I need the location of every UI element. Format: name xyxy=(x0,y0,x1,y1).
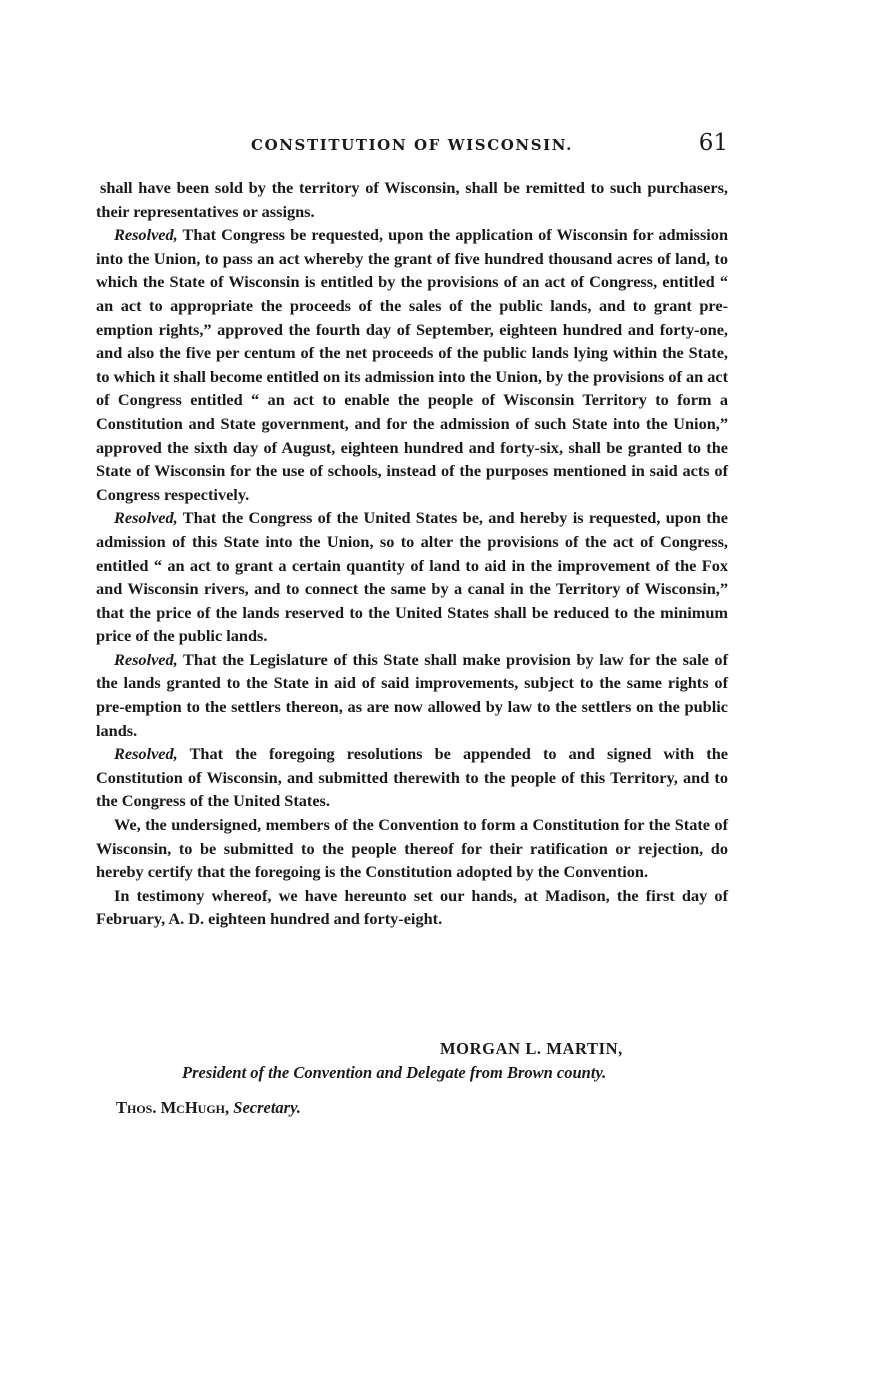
resolution-paragraph xyxy=(96,648,728,742)
paragraph-lead: Resolved, xyxy=(114,744,178,764)
secretary-line xyxy=(116,1098,301,1118)
signatory-title: President of the Convention and Delegate from Brown county. xyxy=(182,1063,607,1082)
paragraph-lead: Resolved, xyxy=(114,225,178,245)
paragraph-lead: Resolved, xyxy=(114,649,178,669)
paragraph-text: shall have been sold by the territory of Wisconsin, shall be remitted to such purchasers, their representatives or assigns. xyxy=(96,178,728,221)
certification-paragraph xyxy=(96,813,728,884)
testimony-paragraph xyxy=(96,884,728,931)
paragraph-text: That the Legislature of this State shall make provision by law for the sale of the lands granted to the State in aid of said improvements, subject to the same rights of pre-emption to the settlers thereon, as are now allowed by law to the settlers on the public lands. xyxy=(96,649,728,740)
secretary-name: Thos. McHugh, xyxy=(116,1098,230,1117)
paragraph-lead: Resolved, xyxy=(114,508,178,528)
paragraph-text: That Congress be requested, upon the application of Wisconsin for admission into the Union, to pass an act whereby the grant of five hundred thousand acres of land, to which the State of Wisconsin is entitled by the provisions of an act of Congress, entitled “ an act to appropriate the proceeds of the sales of the public lands, and to grant pre-emption rights,” approved the fourth day of September, eighteen hundred and forty-one, and also the five per centum of the net proceeds of the public lands lying within the State, to which it shall become entitled on its admission into the Union, by the provisions of an act of Congress entitled “ an act to enable the people of Wisconsin Territory to form a Constitution and State government, and for the admission of such State into the Union,” approved the sixth day of August, eighteen hundred and forty-six, shall be granted to the State of Wisconsin for the use of schools, instead of the purposes mentioned in said acts of Congress respectively. xyxy=(96,225,729,504)
paragraph-text: That the foregoing resolutions be appended to and signed with the Constitution of Wisconsin, and submitted therewith to the people of this Territory, and to the Congress of the United States. xyxy=(96,744,728,811)
resolution-paragraph xyxy=(96,223,728,506)
paragraph-text: That the Congress of the United States be, and hereby is requested, upon the admission of this State into the Union, so to alter the provisions of the act of Congress, entitled “ an act to grant a certain quantity of land to aid in the improvement of the Fox and Wisconsin rivers, and to connect the same by a canal in the Territory of Wisconsin,” that the price of the lands reserved to the United States shall be reduced to the minimum price of the public lands. xyxy=(96,508,728,646)
signatory-name: MORGAN L. MARTIN, xyxy=(440,1039,623,1058)
running-title: CONSTITUTION OF WISCONSIN. xyxy=(251,136,573,154)
paragraph-text: In testimony whereof, we have hereunto set our hands, at Madison, the first day of February, A. D. eighteen hundred and forty-eight. xyxy=(96,885,728,929)
resolution-paragraph xyxy=(96,506,728,648)
paragraph-text: We, the undersigned, members of the Convention to form a Constitution for the State of Wisconsin, to be submitted to the people thereof for their ratification or rejection, do hereby certify that the foregoing is the Constitution adopted by the Convention. xyxy=(96,815,728,882)
secretary-role: Secretary. xyxy=(233,1098,301,1117)
page-number: 61 xyxy=(698,130,728,156)
paragraph xyxy=(96,176,728,223)
page-header xyxy=(96,130,728,160)
resolution-paragraph xyxy=(96,742,728,813)
document-body xyxy=(96,176,728,931)
